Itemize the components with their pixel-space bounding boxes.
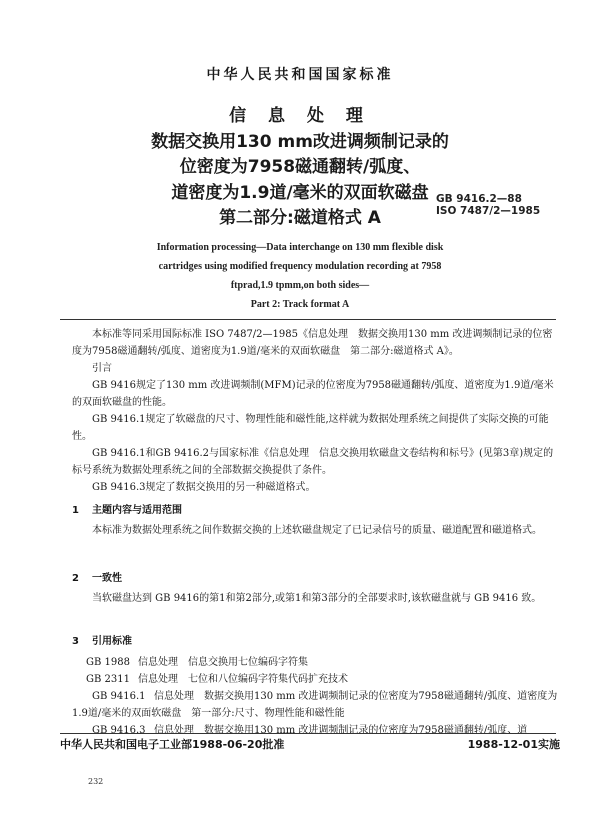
standard-codes <box>436 193 540 217</box>
national-standard-title: 中华人民共和国国家标准 <box>206 67 394 83</box>
section-number: 2 <box>72 573 79 584</box>
section-3-heading <box>72 632 132 647</box>
title-cn-line-2: 数据交换用130 mm改进调频制记录的 <box>151 132 449 152</box>
section-2-heading <box>72 569 122 584</box>
footer-divider <box>60 733 556 734</box>
section-title: 一致性 <box>92 573 122 584</box>
title-cn-line-5: 第二部分:磁道格式 A <box>219 208 381 228</box>
reference-item <box>72 688 562 722</box>
reference-text: 信息处理 数据交换用130 mm 改进调频制记录的位密度为7958磁通翻转/弧度、道 <box>154 725 528 736</box>
title-cn-line-3: 位密度为7958磁通翻转/弧度、 <box>179 157 421 177</box>
intro-paragraph-2: GB 9416规定了130 mm 改进调频制(MFM)记录的位密度为7958磁通翻转/弧度、道密度为1.9道/毫米的双面软磁盘的性能。 <box>72 380 554 408</box>
title-en-line-4: Part 2: Track format A <box>250 299 350 310</box>
reference-item <box>86 654 562 671</box>
title-cn-line-4: 道密度为1.9道/毫米的双面软磁盘 <box>171 183 429 203</box>
reference-code: GB 2311 <box>86 674 130 685</box>
page-number: 232 <box>88 777 104 786</box>
intro-paragraph-5: GB 9416.3规定了数据交换用的另一种磁道格式。 <box>92 482 316 493</box>
title-en-line-3: ftprad,1.9 tpmm,on both sides— <box>230 280 370 291</box>
section-1-body: 本标准为数据处理系统之间作数据交换的上述软磁盘规定了已记录信号的质量、磁道配置和磁道格式。 <box>92 525 542 536</box>
reference-item <box>86 671 562 688</box>
reference-text: 信息处理 七位和八位编码字符集代码扩充技术 <box>138 674 348 685</box>
effective-date: 1988-12-01实施 <box>467 738 560 751</box>
title-en-line-1: Information processing—Data interchange on 130 mm flexible disk <box>156 242 444 253</box>
reference-text: 信息处理 数据交换用130 mm 改进调频制记录的位密度为7958磁通翻转/弧度、道密度为1.9道/毫米的双面软磁盘 第一部分:尺寸、物理性能和磁性能 <box>72 691 558 719</box>
header-divider <box>60 319 556 320</box>
intro-paragraph-1: 本标准等同采用国际标准 ISO 7487/2—1985《信息处理 数据交换用130 mm 改进调频制记录的位密度为7958磁通翻转/弧度、道密度为1.9道/毫米的双面软磁盘 第二部分:磁道格式 A》。 <box>72 329 553 357</box>
title-cn-line-1: 信 息 处 理 <box>229 106 371 126</box>
section-2-body: 当软磁盘达到 GB 9416的第1和第2部分,或第1和第3部分的全部要求时,该软磁盘就与 GB 9416 致。 <box>92 593 542 604</box>
iso-code: ISO 7487/2—1985 <box>436 205 541 217</box>
reference-code: GB 9416.1 <box>92 691 146 702</box>
section-1-heading <box>72 501 182 516</box>
section-title: 引用标准 <box>92 636 132 647</box>
reference-text: 信息处理 信息交换用七位编码字符集 <box>138 657 308 668</box>
section-number: 3 <box>72 636 79 647</box>
section-title: 主题内容与适用范围 <box>92 505 182 516</box>
title-en-line-2: cartridges using modified frequency modulation recording at 7958 <box>158 261 442 272</box>
reference-code: GB 1988 <box>86 657 130 668</box>
section-number: 1 <box>72 505 79 516</box>
approval-info: 中华人民共和国电子工业部1988-06-20批准 <box>60 738 285 751</box>
gb-code: GB 9416.2—88 <box>436 193 522 205</box>
reference-code: GB 9416.3 <box>92 725 146 736</box>
intro-paragraph-4: GB 9416.1和GB 9416.2与国家标准《信息处理 信息交换用软磁盘文卷结构和标号》(见第3章)规定的标号系统为数据处理系统之间的全部数据交换提供了条件。 <box>72 448 554 476</box>
intro-heading: 引言 <box>92 363 112 374</box>
intro-paragraph-3: GB 9416.1规定了软磁盘的尺寸、物理性能和磁性能,这样就为数据处理系统之间提供了实际交换的可能性。 <box>72 414 549 442</box>
